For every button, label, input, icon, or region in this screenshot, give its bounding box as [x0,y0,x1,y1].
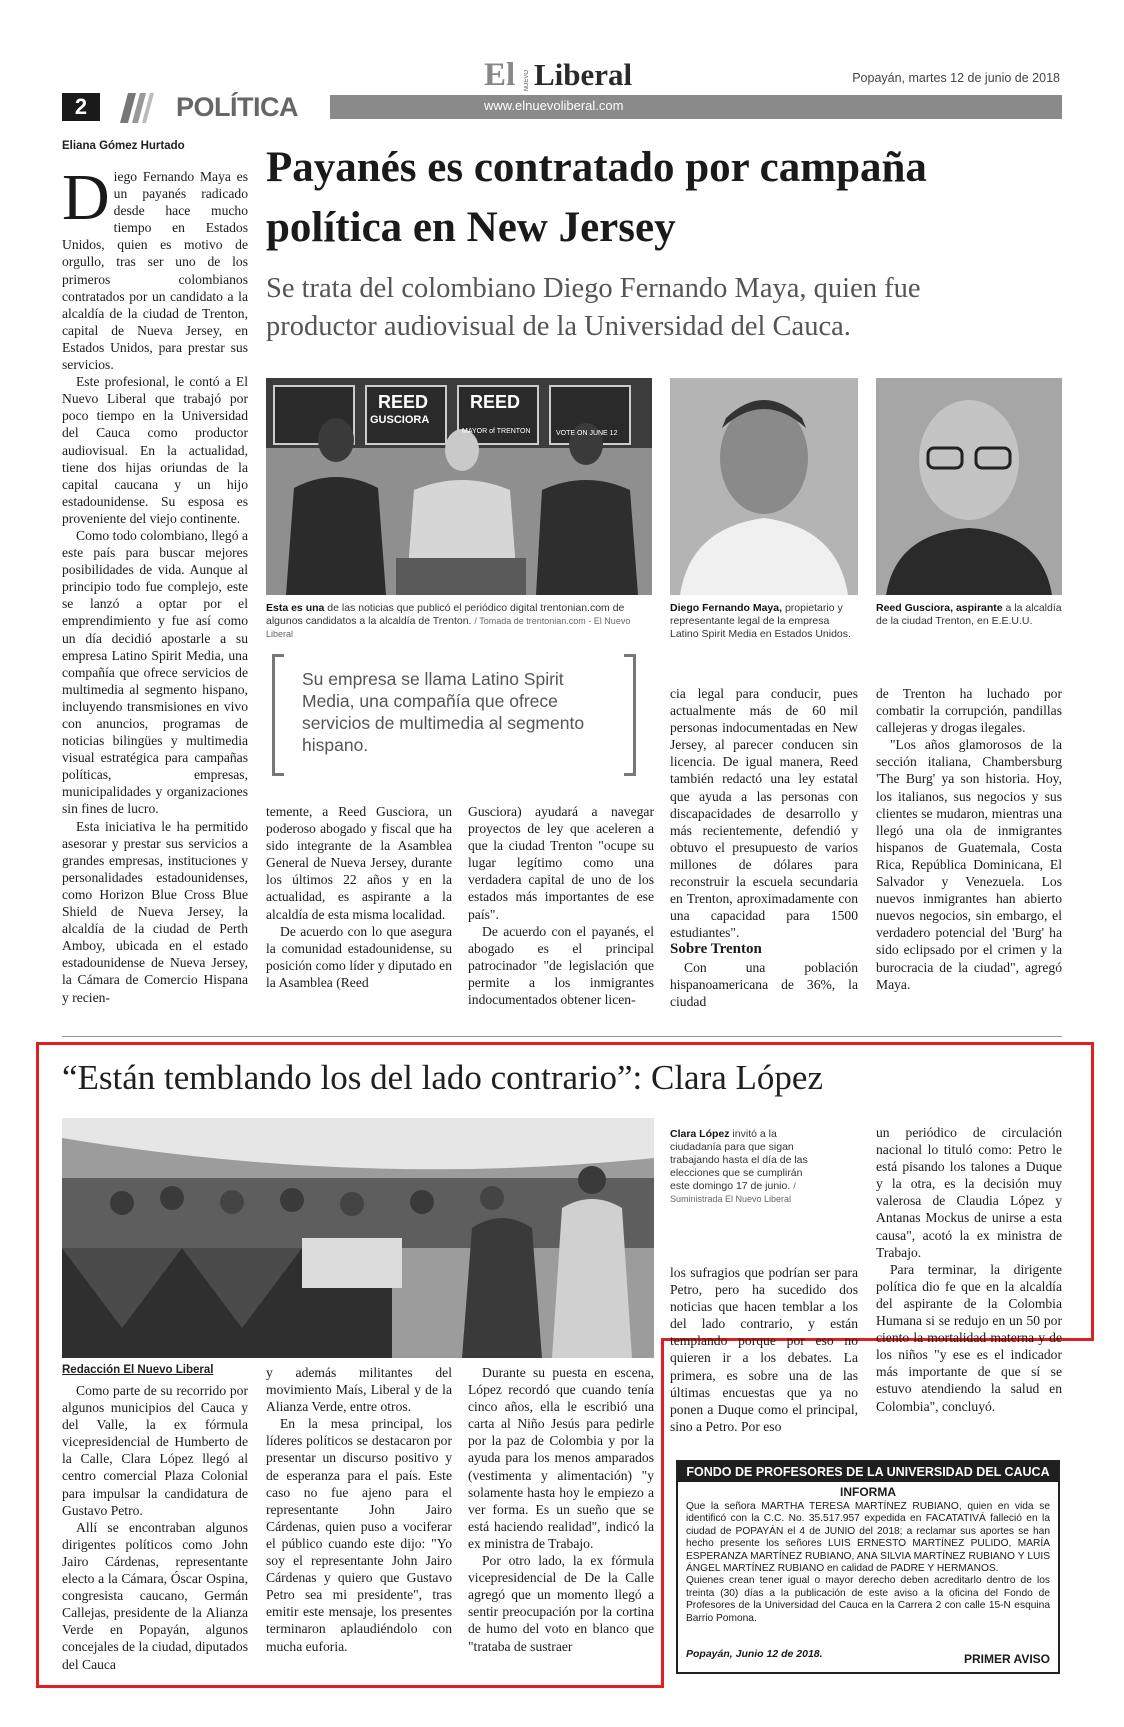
article2-col3-p1: Durante su puesta en escena, López recordó que cuando tenía cinco años, ella le escribió una carta al Niño Jesús para pedirle por la paz de Colombia y por la ayuda para los menos amparados (vestimenta y alimentación) "y solamente hasta hoy le empiezo a ver forma. Es un sueño que se está haciendo realidad", indicó la ex ministra de Trabajo. [468,1365,654,1551]
subheadline [266,270,1066,346]
photo3-caption-text: a la alcaldía de la ciudad Trenton, en E.E.U.U. [876,602,1062,627]
article1-col1-p3: Como todo colombiano, llegó a este país para buscar mejores posibilidades de vida. Aunque al principio todo fue complejo, este se lanzó a optar por el emprendimiento y fue así como un día decidió apostarle a su empresa Latino Spirit Media, una compañía que ofrece servicios de multimedia al segmento hispano, incluyendo transmisiones en vivo con anuncios, programas de noticias bilingües y multimedia visual estratégica para campañas políticas, empresas, municipalidades y organizaciones sin fines de lucro. [62,527,248,817]
subhead-line-1: Se trata del colombiano Diego Fernando Maya, quien fue [266,273,921,304]
headline-line-2: política en New Jersey [266,204,676,251]
logo-nuevo: NUEVO [524,70,530,92]
photo1-caption-bold: Esta es una [266,602,325,614]
article1-col5-p1: de Trenton ha luchado por combatir la corrupción, pandillas callejeras y drogas ilegales. [876,686,1062,736]
article1-col2-p1: temente, a Reed Gusciora, un poderoso abogado y fiscal que ha sido integrante de la Asamblea General de Nueva Jersey, durante los últimos 22 años y en la actualidad, es aspirante a la alcaldía de esta misma localidad. [266,804,452,922]
article2-column-2 [266,1364,452,1655]
photo-diego-maya [670,378,858,595]
notice-subtitle: INFORMA [840,1485,896,1499]
dateline: Popayán, martes 12 de junio de 2018 [852,71,1060,85]
highlight-box-bottom [36,1685,664,1688]
pullquote-text: Su empresa se llama Latino Spirit Media, una compañía que ofrece servicios de multimedia al segmento hispano. [302,669,585,755]
article1-col1-p1: iego Fernando Maya es un payanés radicado desde hace mucho tiempo en Estados Unidos, quien es motivo de orgullo, tras ser uno de los primeros colombianos contratados por un candidato a la alcaldía de la ciudad de Trenton, capital de Nueva Jersey, en Estados Unidos, para prestar sus servicios. [62,169,248,373]
dropcap: D [62,161,110,234]
pullquote-right-bracket [624,654,636,776]
rally-credit: / Suministrada El Nuevo Liberal [670,1181,796,1204]
headline [266,138,1066,258]
photo-candidates [266,378,652,595]
photo-rally [62,1118,654,1358]
rally-caption-bold: Clara López [670,1128,730,1140]
byline: Eliana Gómez Hurtado [62,140,185,152]
article1-column-3 [468,803,654,1008]
masthead-logo [484,58,644,92]
sign-reed-1: REED [378,392,429,412]
article2-col5-p1: un periódico de circulación nacional lo tituló como: Petro le está pisando los talones a Duque y la otra, es la decisión muy valerosa de Claudia López y Antanas Mockus de unirse a esta causa", acotó la ex ministra de Trabajo. [876,1125,1062,1260]
article2-col1-p1: Como parte de su recorrido por algunos municipios del Cauca y del Valle, la ex fórmula vicepresidencial de Humberto de la Calle, Clara López llegó al centro comercial Plaza Colonial para impulsar la candidatura de Gustavo Petro. [62,1383,248,1518]
article2-column-3 [468,1364,654,1655]
article1-column-5 [876,685,1062,993]
photo2-caption-text: propietario y representante legal de la empresa Latino Spirit Media en Estados Unidos. [670,602,851,640]
article1-col5-p2: "Los años glamorosos de la sección italiana, Chambersburg 'The Burg' ya son historia. Hoy, los italianos, sus negocios y sus clientes se mudaron, mientras una llegó una ola de inmigrantes hispanos de Guatemala, Costa Rica, República Dominicana, El Salvador y Venezuela. Los nuevos inmigrantes han abierto nuevos negocios, sin embargo, el verdadero potencial del 'Burg' ha sido eclipsado por el crimen y la burocracia de la ciudad", agregó Maya. [876,737,1062,992]
section-title: POLÍTICA [176,92,298,122]
highlight-box-left-lower [36,1338,39,1688]
article2-column-1 [62,1382,248,1673]
pullquote-left-bracket [272,654,284,776]
notice-date: Popayán, Junio 12 de 2018. [686,1648,823,1660]
sobre-trenton-subhead: Sobre Trenton [670,941,762,958]
photo1-credit: / Tomada de trentonian.com - El Nuevo Liberal [266,616,631,639]
article2-col2-p1: y además militantes del movimiento Maís, Liberal y de la Alianza Verde, entre otros. [266,1365,452,1415]
sign-vote: VOTE ON JUNE 12 [556,430,618,437]
article2-byline: Redacción El Nuevo Liberal [62,1364,214,1376]
sign-reed-2: REED [470,392,521,412]
article2-col2-p2: En la mesa principal, los líderes políticos se destacaron por presentar un discurso positivo y de esperanza para el país. Este caso no fue ajeno para el representante John Jairo Cárdenas, quien puso a vociferar el público cuando este dijo: "Yo soy el representante John Jairo Cárdenas y quiero que Gustavo Petro sea mi presidente", tras emitir este mensaje, los presentes terminaron aplaudiéndolo con mucha euforia. [266,1416,452,1654]
article1-column-2 [266,803,452,991]
photo-rally-caption [670,1128,820,1206]
logo-el: El [484,57,516,93]
article-divider [62,1036,1062,1037]
sign-mayor: MAYOR of TRENTON [462,428,531,435]
notice-title: FONDO DE PROFESORES DE LA UNIVERSIDAD DEL CAUCA [678,1462,1058,1482]
photo1-caption [266,602,652,641]
notice-body: Que la señora MARTHA TERESA MARTÍNEZ RUBIANO, quien en vida se identificó con la C.C. No. 35.517.957 expedida en FACATATIVÁ falleció en la ciudad de POPAYÁN el 4 de JUNIO del 2018; a reclamar sus aportes se han hecho presente los señores LUIS ERNESTO MARTÍNEZ PULIDO, MARÍA ESPERANZA MARTÍNEZ RUBIANO, ANA SILVIA MARTÍNEZ RUBIANO Y LUIS ÁNGEL MARTÍNEZ RUBIANO en calidad de PADRE Y HERMANOS. [686,1501,1050,1575]
photo3-caption-bold: Reed Gusciora, aspirante [876,602,1003,614]
notice-aviso: PRIMER AVISO [963,1652,1050,1666]
photo2-caption [670,602,858,641]
logo-liberal: Liberal [534,57,633,92]
article2-col3-p2: Por otro lado, la ex fórmula vicepresidencial de De la Calle agregó que un momento llegó a sentir preocupación por la cortina de humo del voto en blanco que "trataba de sustraer [468,1553,654,1654]
section-stripes-icon [112,93,164,123]
pullquote [272,654,636,776]
article1-col1-p2: Este profesional, le contó a El Nuevo Liberal que trabajó por poco tiempo en la Universidad del Cauca como productor audiovisual. En la actualidad, tiene dos hijas oriundas de la capital caucana y un hijo estadounidense. Su esposa es proveniente del viejo continente. [62,374,248,526]
highlight-box-inner-right [661,1338,664,1688]
article1-column-4 [670,685,858,1010]
article1-col3-p2: De acuerdo con el payanés, el abogado es el principal patrocinador "de legislación que permite a los inmigrantes indocumentados obtener licen- [468,923,654,1008]
article1-col4-p1: cia legal para conducir, pues actualmente más de 60 mil personas indocumentadas en New Jersey, al parecer conducen sin licencia. De igual manera, Reed también redactó una ley estatal que ayuda a las personas con discapacidades de desarrollo y más recientemente, defendió y obtuvo el presupuesto de varios millones de dólares para reconstruir la escuela secundaria en Trenton, aproximadamente con una capacidad para 1500 estudiantes". [670,686,858,941]
photo3-caption [876,602,1062,628]
site-url[interactable]: www.elnuevoliberal.com [484,98,624,113]
masthead-bar [330,95,1062,119]
article2-col5-p2: Para terminar, la dirigente política dio fe que en la alcaldía del aspirante de la Colombia Humana si se redujo en un 50 por ciento la mortalidad materna y de los niños "y ese es el indicador más importante de que sí se estuvo atendiendo la salud en Colombia", concluyó. [876,1261,1062,1414]
rally-caption-text: invitó a la ciudadanía para que sigan trabajando hasta el día de las elecciones que se cumplirán este domingo 17 de junio. [670,1128,808,1192]
article2-headline: “Están temblando los del lado contrario”: Clara López [62,1058,823,1097]
article1-col4-p2: Con una población hispanoamericana de 36%, la ciudad [670,959,858,1009]
photo1-caption-text: de las noticias que publicó el periódico digital trentonian.com de algunos candidatos a la alcaldía de Trenton. [266,602,625,627]
article2-col1-p2: Allí se encontraban algunos dirigentes políticos como John Jairo Cárdenas, representante electo a la Cámara, Óscar Ospina, congresista caucano, Germán Callejas, presidente de la Alianza Verde en Popayán, algunos concejales de la ciudad, diputados del Cauca [62,1519,248,1672]
article1-column-1 [62,161,248,1006]
article2-col4-p1: los sufragios que podrían ser para Petro, pero ha sucedido dos noticias que hacen temblar a los del lado contrario, y están templando porque por eso no quieren ir a los debates. La primera, es sobre una de las últimas encuestas que ya no ponen a Duque como el principal, sino a Petro. Por eso [670,1265,858,1434]
photo2-caption-bold: Diego Fernando Maya, [670,602,783,614]
sign-gusciora-1: GUSCIORA [370,414,430,426]
page-number: 2 [62,93,100,121]
photo-reed-gusciora [876,378,1062,595]
article2-column-5 [876,1124,1062,1415]
article1-col2-p2: De acuerdo con lo que asegura la comunidad estadounidense, su posición como líder y diputado en la Asamblea (Reed [266,923,452,990]
headline-line-1: Payanés es contratado por campaña [266,144,927,191]
notice-body-2: Quienes crean tener igual o mayor derecho deben acreditarlo dentro de los treinta (30) días a la publicación de este aviso a la oficina del Fondo de Profesores de la Universidad del Cauca en la Carrera 2 con calle 15-N esquina Barrio Pomona. [686,1575,1050,1624]
notice-box [676,1460,1060,1674]
article1-col3-p1: Gusciora) ayudará a navegar proyectos de ley que aceleren a que la ciudad Trenton "ocupe su lugar legítimo como una verdadera capital de uno de los estados más importantes de ese país". [468,804,654,922]
article2-column-4 [670,1264,858,1435]
subhead-line-2: productor audiovisual de la Universidad del Cauca. [266,311,851,342]
article1-col1-p4: Esta iniciativa le ha permitido asesorar y prestar sus servicios a grandes empresas, instituciones y personalidades estadounidenses, como Horizon Blue Cross Blue Shield de Nueva Jersey, la alcaldía de la ciudad de Perth Amboy, ubicada en el estado estadounidense de Nueva Jersey, la Cámara de Comercio Hispana y recien- [62,818,248,1005]
